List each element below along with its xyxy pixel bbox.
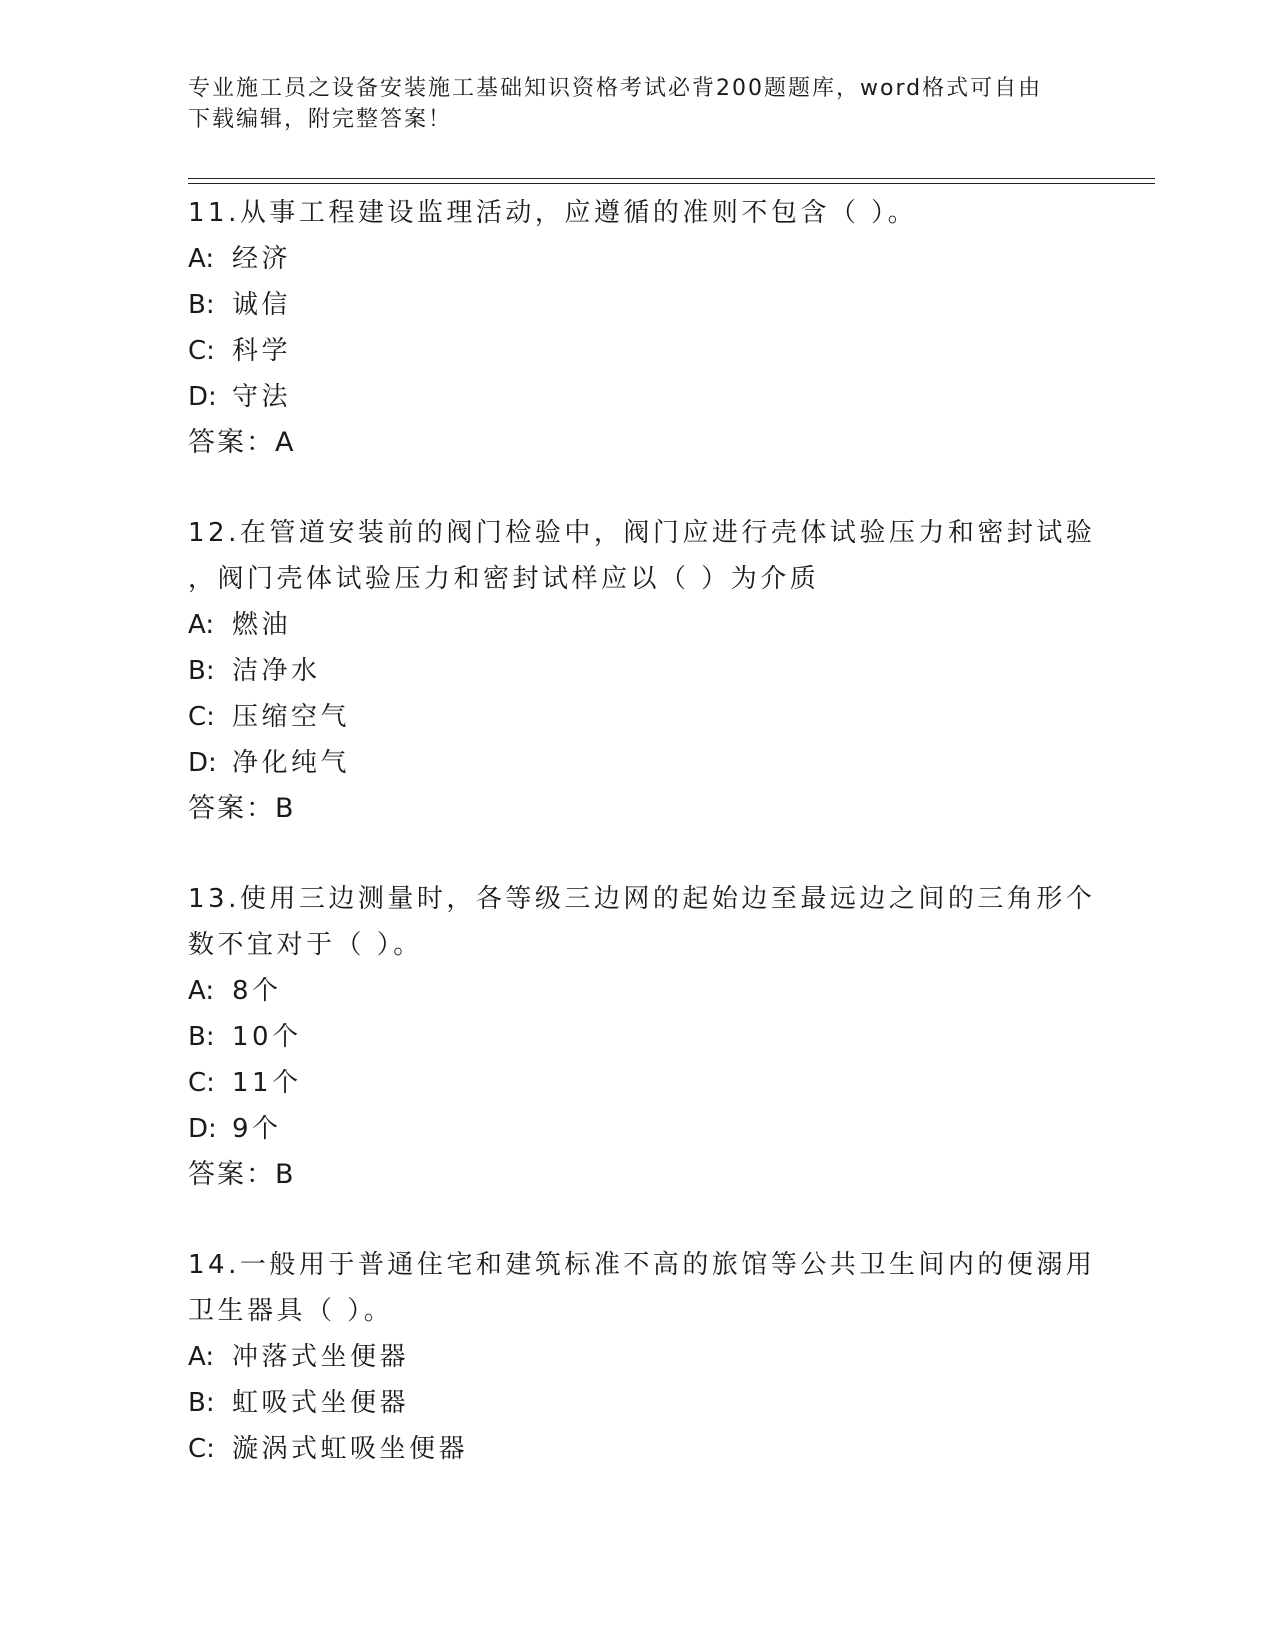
option-letter: D: bbox=[188, 748, 217, 778]
question-stem: 11.从事工程建设监理活动，应遵循的准则不包含（ ）。 bbox=[188, 198, 918, 228]
option-letter: B: bbox=[188, 656, 215, 686]
option-d bbox=[188, 374, 1088, 420]
header-divider-bottom bbox=[188, 183, 1155, 184]
header-divider-top bbox=[188, 178, 1155, 179]
option-text: 诚信 bbox=[232, 290, 292, 320]
option-b bbox=[188, 648, 1088, 694]
question-12 bbox=[188, 510, 1096, 832]
option-text: 压缩空气 bbox=[232, 702, 351, 732]
question-stem-continued: ，阀门壳体试验压力和密封试样应以（ ）为介质 bbox=[188, 564, 820, 594]
option-text: 冲落式坐便器 bbox=[232, 1342, 410, 1372]
option-letter: A: bbox=[188, 976, 215, 1006]
option-text: 科学 bbox=[232, 336, 292, 366]
option-text: 虹吸式坐便器 bbox=[232, 1388, 410, 1418]
option-b bbox=[188, 1380, 1088, 1426]
option-text: 9个 bbox=[232, 1114, 282, 1144]
option-c bbox=[188, 1426, 1088, 1472]
option-text: 净化纯气 bbox=[232, 748, 351, 778]
option-text: 10个 bbox=[232, 1022, 302, 1052]
answer-line: 答案：B bbox=[188, 1159, 296, 1190]
question-14 bbox=[188, 1242, 1096, 1472]
option-text: 漩涡式虹吸坐便器 bbox=[232, 1434, 469, 1464]
option-letter: C: bbox=[188, 1068, 215, 1098]
option-text: 经济 bbox=[232, 244, 292, 274]
option-c bbox=[188, 328, 1088, 374]
option-a bbox=[188, 968, 1088, 1014]
option-d bbox=[188, 740, 1088, 786]
question-stem-continued: 卫生器具（ ）。 bbox=[188, 1296, 394, 1326]
option-c bbox=[188, 694, 1088, 740]
header-line-1: 专业施工员之设备安装施工基础知识资格考试必背200题题库，word格式可自由 bbox=[188, 76, 1043, 101]
option-b bbox=[188, 282, 1088, 328]
question-list bbox=[188, 190, 1096, 1516]
option-letter: C: bbox=[188, 1434, 215, 1464]
option-letter: A: bbox=[188, 1342, 215, 1372]
option-a bbox=[188, 602, 1088, 648]
document-header bbox=[188, 73, 1068, 135]
option-letter: B: bbox=[188, 290, 215, 320]
option-letter: A: bbox=[188, 610, 215, 640]
option-letter: C: bbox=[188, 702, 215, 732]
option-letter: A: bbox=[188, 244, 215, 274]
option-b bbox=[188, 1014, 1088, 1060]
option-text: 燃油 bbox=[232, 610, 292, 640]
question-stem: 13.使用三边测量时，各等级三边网的起始边至最远边之间的三角形个 bbox=[188, 884, 1096, 914]
question-11 bbox=[188, 190, 1088, 466]
option-d bbox=[188, 1106, 1088, 1152]
option-text: 守法 bbox=[232, 382, 292, 412]
answer-line: 答案：B bbox=[188, 793, 296, 824]
question-stem: 12.在管道安装前的阀门检验中，阀门应进行壳体试验压力和密封试验 bbox=[188, 518, 1096, 548]
option-text: 8个 bbox=[232, 976, 282, 1006]
option-a bbox=[188, 1334, 1088, 1380]
option-a bbox=[188, 236, 1088, 282]
option-text: 洁净水 bbox=[232, 656, 321, 686]
question-13 bbox=[188, 876, 1096, 1198]
header-line-2: 下载编辑，附完整答案！ bbox=[188, 107, 453, 132]
question-stem-continued: 数不宜对于（ ）。 bbox=[188, 930, 423, 960]
option-letter: D: bbox=[188, 382, 217, 412]
question-stem: 14.一般用于普通住宅和建筑标准不高的旅馆等公共卫生间内的便溺用 bbox=[188, 1250, 1096, 1280]
option-letter: D: bbox=[188, 1114, 217, 1144]
option-letter: C: bbox=[188, 336, 215, 366]
option-letter: B: bbox=[188, 1022, 215, 1052]
option-letter: B: bbox=[188, 1388, 215, 1418]
option-c bbox=[188, 1060, 1088, 1106]
answer-line: 答案：A bbox=[188, 427, 296, 458]
option-text: 11个 bbox=[232, 1068, 302, 1098]
